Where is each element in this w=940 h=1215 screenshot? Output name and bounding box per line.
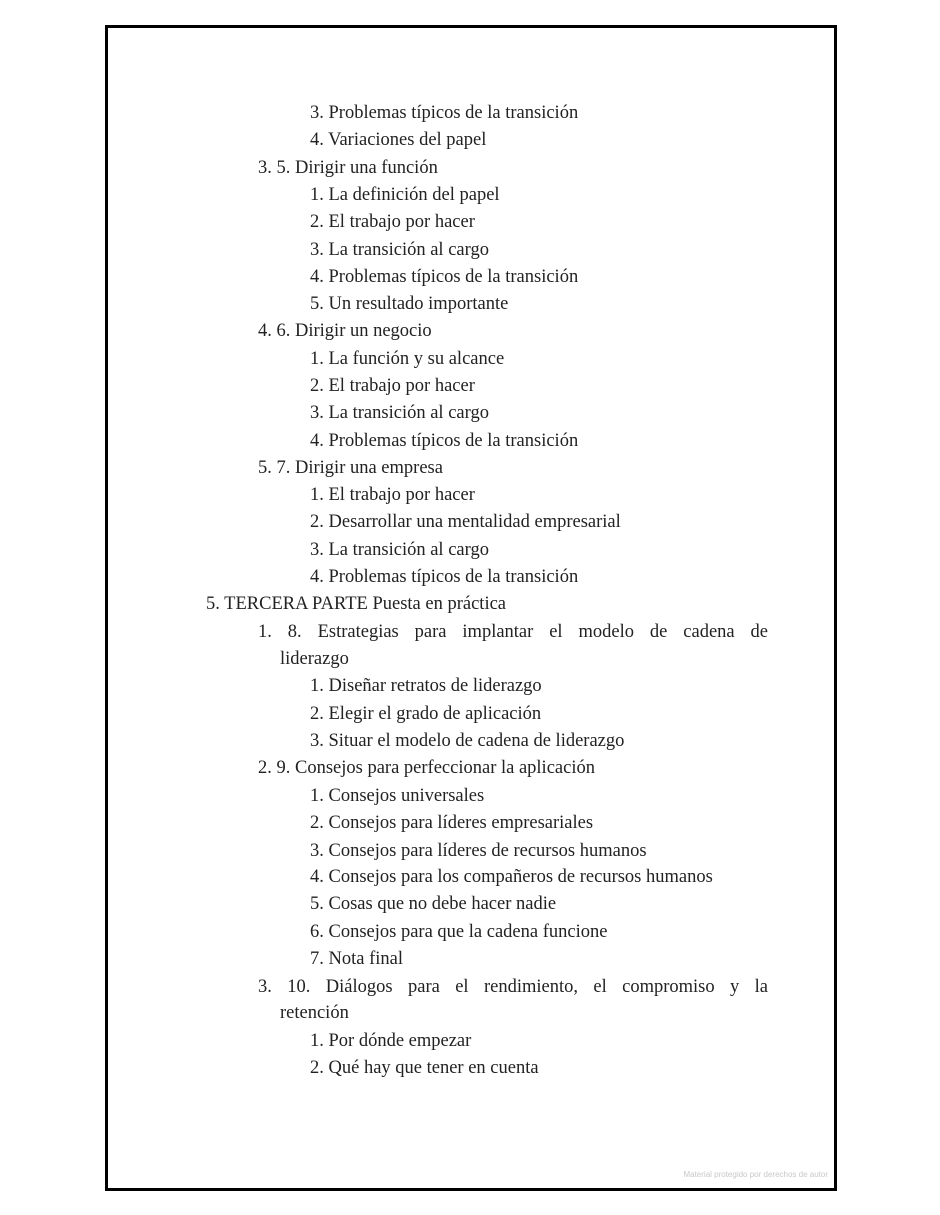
copyright-watermark: Material protegido por derechos de autor [683,1170,828,1179]
toc-chapter: 3. 10. Diálogos para el rendimiento, el compromiso y la [258,977,768,997]
toc-item: 3. La transición al cargo [310,540,489,560]
toc-item: 4. Variaciones del papel [310,130,487,150]
toc-item: 2. Qué hay que tener en cuenta [310,1058,539,1078]
toc-item: 7. Nota final [310,949,403,969]
toc-item: 3. La transición al cargo [310,240,489,260]
toc-item: 2. El trabajo por hacer [310,376,475,396]
toc-chapter-continuation: liderazgo [280,649,349,669]
toc-item: 4. Problemas típicos de la transición [310,431,579,451]
toc-part: 5. TERCERA PARTE Puesta en práctica [206,594,507,614]
toc-item: 2. Consejos para líderes empresariales [310,813,594,833]
toc-item: 1. Diseñar retratos de liderazgo [310,676,542,696]
toc-chapter: 2. 9. Consejos para perfeccionar la aplicación [258,758,595,778]
toc-item: 1. La función y su alcance [310,349,505,369]
toc-chapter-continuation: retención [280,1003,349,1023]
toc-chapter: 5. 7. Dirigir una empresa [258,458,443,478]
toc-item: 3. Consejos para líderes de recursos humanos [310,841,647,861]
toc-item: 4. Problemas típicos de la transición [310,567,579,587]
toc-item: 1. Consejos universales [310,786,485,806]
toc-item: 4. Problemas típicos de la transición [310,267,579,287]
toc-item: 1. Por dónde empezar [310,1031,472,1051]
toc-item: 2. Elegir el grado de aplicación [310,704,542,724]
toc-item: 6. Consejos para que la cadena funcione [310,922,608,942]
toc-item: 2. Desarrollar una mentalidad empresarial [310,512,621,532]
toc-item: 3. Problemas típicos de la transición [310,103,579,123]
toc-chapter: 4. 6. Dirigir un negocio [258,321,432,341]
toc-item: 1. El trabajo por hacer [310,485,475,505]
toc-item: 5. Cosas que no debe hacer nadie [310,894,557,914]
toc-chapter: 1. 8. Estrategias para implantar el modelo de cadena de [258,622,768,642]
toc-item: 5. Un resultado importante [310,294,509,314]
toc-item: 4. Consejos para los compañeros de recursos humanos [310,867,713,887]
toc-item: 1. La definición del papel [310,185,500,205]
toc-item: 3. Situar el modelo de cadena de liderazgo [310,731,625,751]
toc-item: 2. El trabajo por hacer [310,212,475,232]
toc-chapter: 3. 5. Dirigir una función [258,158,438,178]
toc-item: 3. La transición al cargo [310,403,489,423]
